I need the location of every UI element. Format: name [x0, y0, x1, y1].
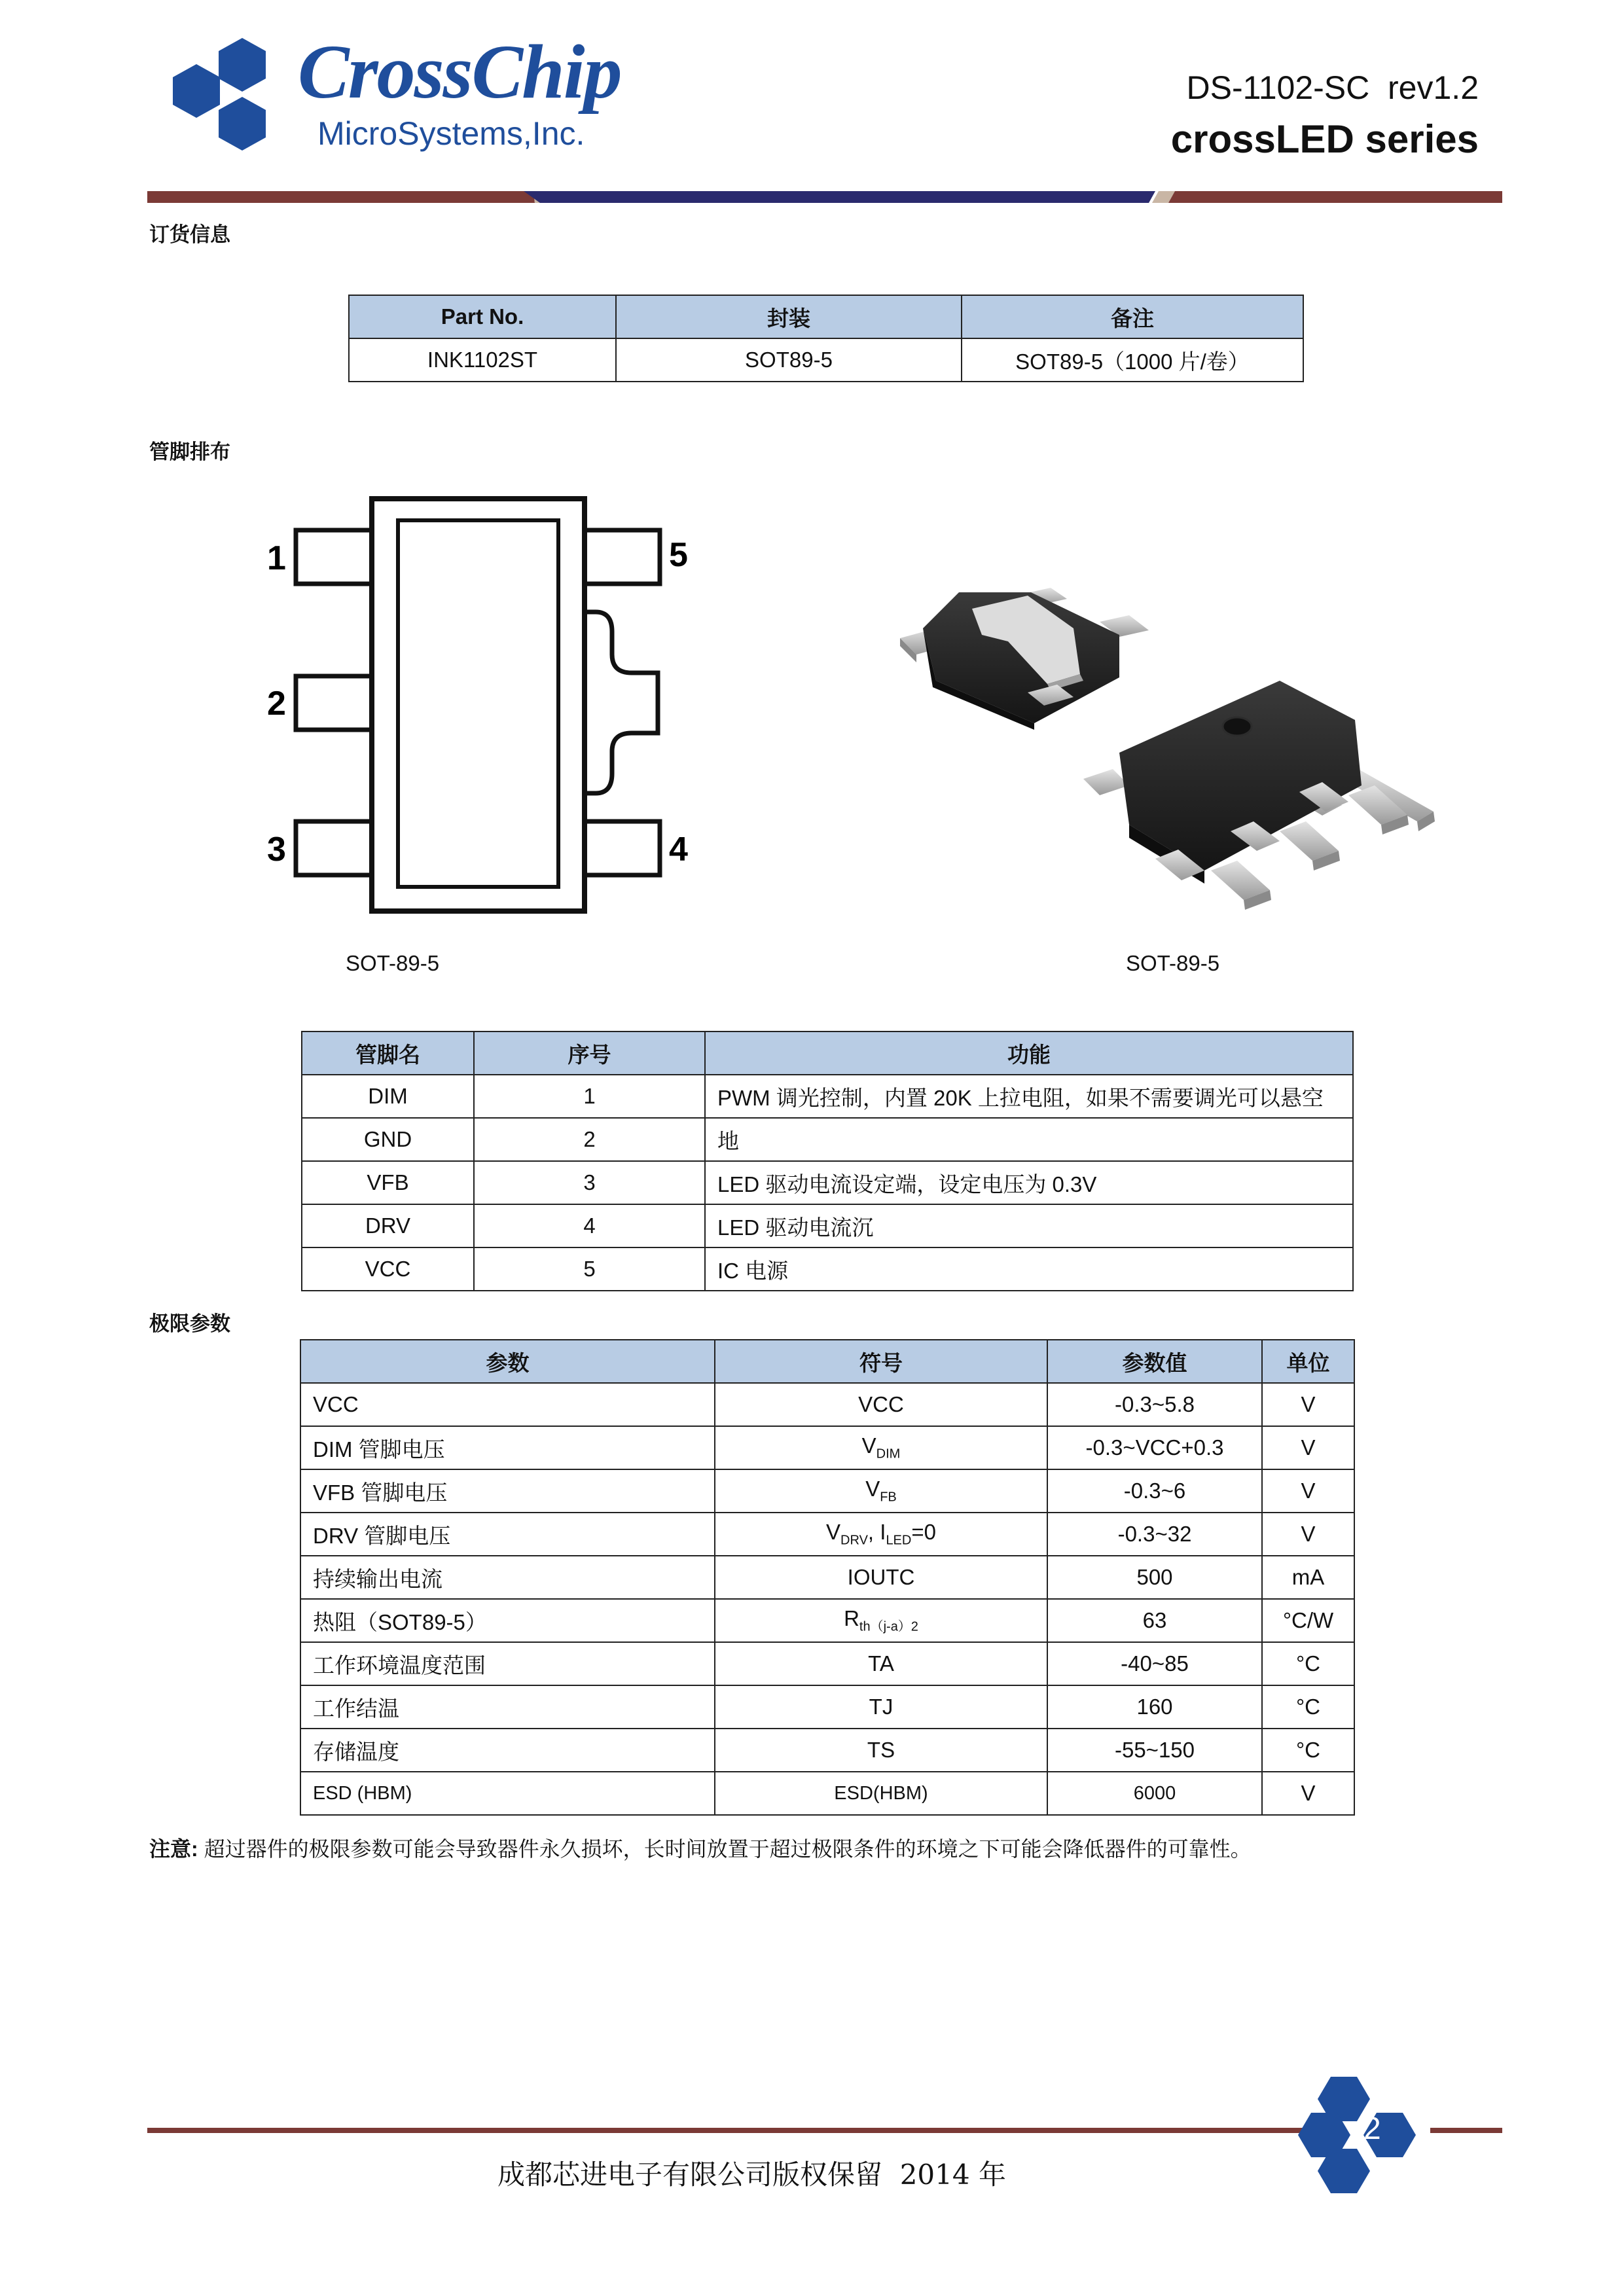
symbol-text: =0 — [911, 1520, 936, 1545]
symbol-text: ESD(HBM) — [834, 1782, 928, 1804]
note-text: 超过器件的极限参数可能会导致器件永久损坏，长时间放置于超过极限条件的环境之下可能会降低器件的可靠性。 — [204, 1837, 1252, 1861]
pin-function-cell: LED 驱动电流沉 — [705, 1204, 1353, 1247]
absolute-max-ratings-table — [300, 1339, 1355, 1816]
table-row — [302, 1118, 1353, 1161]
symbol-subscript: FB — [880, 1490, 897, 1505]
page-number: 2 — [1363, 2111, 1381, 2146]
pin-function-cell: PWM 调光控制，内置 20K 上拉电阻，如果不需要调光可以悬空 — [705, 1075, 1353, 1118]
table-header-cell: 参数 — [300, 1340, 715, 1383]
ordering-title: 订货信息 — [149, 223, 230, 247]
package-cell: SOT89-5 — [616, 338, 962, 382]
value-cell: -0.3~VCC+0.3 — [1047, 1426, 1262, 1469]
symbol-text: IOUTC — [847, 1565, 915, 1589]
pin-name-cell: DIM — [302, 1075, 474, 1118]
table-row — [302, 1075, 1353, 1118]
parameter-cell: 工作环境温度范围 — [300, 1642, 715, 1685]
unit-cell: V — [1262, 1772, 1354, 1815]
logo-subtitle: MicroSystems,Inc. — [317, 115, 585, 152]
parameter-cell: 工作结温 — [300, 1685, 715, 1729]
table-row — [300, 1642, 1354, 1685]
table-row — [300, 1469, 1354, 1513]
symbol-text: V — [861, 1433, 876, 1458]
pin-number-cell: 4 — [474, 1204, 705, 1247]
pin-number-cell: 1 — [474, 1075, 705, 1118]
pin-number-label: 4 — [669, 831, 688, 869]
symbol-text: TA — [868, 1651, 894, 1676]
pin-name-cell: GND — [302, 1118, 474, 1161]
symbol-text: V — [826, 1520, 841, 1545]
pin-number-label: 1 — [267, 539, 286, 577]
pin-function-cell: LED 驱动电流设定端，设定电压为 0.3V — [705, 1161, 1353, 1204]
series-name: crossLED series — [1170, 117, 1479, 161]
table-header-row — [300, 1340, 1354, 1383]
table-header-cell: 封装 — [616, 295, 962, 338]
package-caption-left: SOT-89-5 — [346, 951, 440, 975]
symbol-subscript: DRV — [840, 1533, 868, 1548]
table-row — [300, 1383, 1354, 1426]
part-number-cell: INK1102ST — [349, 338, 616, 382]
symbol-cell — [715, 1772, 1047, 1815]
table-header-cell: 参数值 — [1047, 1340, 1262, 1383]
symbol-subscript: th（j-a）2 — [859, 1619, 918, 1634]
symbol-text: TS — [867, 1738, 895, 1762]
value-cell: -40~85 — [1047, 1642, 1262, 1685]
remarks-cell: SOT89-5（1000 片/卷） — [962, 338, 1303, 382]
pinout-title: 管脚排布 — [149, 440, 230, 464]
pin-name-cell: VFB — [302, 1161, 474, 1204]
pin-number-cell: 2 — [474, 1118, 705, 1161]
package-caption-right: SOT-89-5 — [1126, 951, 1220, 975]
footer-copyright: 成都芯进电子有限公司版权保留 2014 年 — [497, 2159, 1006, 2191]
symbol-cell — [715, 1556, 1047, 1599]
logo-name: CrossChip — [298, 29, 621, 115]
symbol-subscript: DIM — [876, 1446, 901, 1462]
unit-cell: V — [1262, 1383, 1354, 1426]
value-cell: 160 — [1047, 1685, 1262, 1729]
table-row — [300, 1729, 1354, 1772]
unit-cell: V — [1262, 1469, 1354, 1513]
table-header-cell: 功能 — [705, 1031, 1353, 1075]
parameter-cell: DIM 管脚电压 — [300, 1426, 715, 1469]
table-row — [300, 1772, 1354, 1815]
parameter-cell: VCC — [300, 1383, 715, 1426]
symbol-cell — [715, 1513, 1047, 1556]
parameter-cell: VFB 管脚电压 — [300, 1469, 715, 1513]
parameter-cell: 热阻（SOT89-5） — [300, 1599, 715, 1642]
pin-number-label: 2 — [267, 685, 286, 723]
unit-cell: mA — [1262, 1556, 1354, 1599]
table-row — [300, 1599, 1354, 1642]
note — [149, 1833, 1252, 1863]
table-row — [300, 1426, 1354, 1469]
value-cell: 63 — [1047, 1599, 1262, 1642]
symbol-subscript: LED — [886, 1533, 912, 1548]
value-cell: -0.3~32 — [1047, 1513, 1262, 1556]
company-logo — [151, 29, 648, 167]
symbol-cell — [715, 1383, 1047, 1426]
table-header-cell: 管脚名 — [302, 1031, 474, 1075]
unit-cell: °C — [1262, 1685, 1354, 1729]
symbol-cell — [715, 1426, 1047, 1469]
table-header-cell: Part No. — [349, 295, 616, 338]
header-rule — [147, 190, 1502, 204]
pin-name-cell: DRV — [302, 1204, 474, 1247]
table-header-cell: 序号 — [474, 1031, 705, 1075]
pin-function-cell: 地 — [705, 1118, 1353, 1161]
table-header-cell: 符号 — [715, 1340, 1047, 1383]
unit-cell: °C — [1262, 1729, 1354, 1772]
symbol-cell — [715, 1729, 1047, 1772]
table-header-cell: 单位 — [1262, 1340, 1354, 1383]
parameter-cell: ESD (HBM) — [300, 1772, 715, 1815]
value-cell: -0.3~6 — [1047, 1469, 1262, 1513]
table-row — [300, 1513, 1354, 1556]
unit-cell: °C/W — [1262, 1599, 1354, 1642]
table-header-cell: 备注 — [962, 295, 1303, 338]
table-row — [302, 1247, 1353, 1291]
value-cell: -55~150 — [1047, 1729, 1262, 1772]
note-label: 注意: — [149, 1837, 198, 1861]
unit-cell: V — [1262, 1513, 1354, 1556]
ordering-table — [348, 295, 1304, 382]
pin-name-cell: VCC — [302, 1247, 474, 1291]
table-header-row — [349, 295, 1303, 338]
parameter-cell: DRV 管脚电压 — [300, 1513, 715, 1556]
symbol-cell — [715, 1642, 1047, 1685]
pin-number-cell: 3 — [474, 1161, 705, 1204]
table-header-row — [302, 1031, 1353, 1075]
pin-description-table — [301, 1031, 1354, 1291]
table-row — [302, 1161, 1353, 1204]
value-cell: 6000 — [1047, 1772, 1262, 1815]
table-row — [300, 1556, 1354, 1599]
unit-cell: °C — [1262, 1642, 1354, 1685]
pin-function-cell: IC 电源 — [705, 1247, 1353, 1291]
table-row — [349, 338, 1303, 382]
pin-number-label: 5 — [669, 536, 688, 574]
unit-cell: V — [1262, 1426, 1354, 1469]
value-cell: 500 — [1047, 1556, 1262, 1599]
table-row — [300, 1685, 1354, 1729]
hexagon-logo-icon — [157, 33, 288, 164]
pinout-diagram — [262, 491, 707, 923]
document-id: DS-1102-SC rev1.2 — [1186, 69, 1479, 106]
parameter-cell: 存储温度 — [300, 1729, 715, 1772]
pin-number-cell: 5 — [474, 1247, 705, 1291]
symbol-text: TJ — [869, 1695, 893, 1719]
table-row — [302, 1204, 1353, 1247]
parameter-cell: 持续输出电流 — [300, 1556, 715, 1599]
symbol-text: VCC — [858, 1392, 904, 1416]
symbol-cell — [715, 1469, 1047, 1513]
value-cell: -0.3~5.8 — [1047, 1383, 1262, 1426]
limits-title: 极限参数 — [149, 1312, 230, 1336]
pin-number-label: 3 — [267, 831, 286, 869]
symbol-cell — [715, 1685, 1047, 1729]
package-photo — [897, 563, 1447, 929]
symbol-text: , I — [867, 1520, 886, 1545]
symbol-cell — [715, 1599, 1047, 1642]
symbol-text: R — [844, 1606, 859, 1631]
symbol-text: V — [865, 1477, 880, 1501]
